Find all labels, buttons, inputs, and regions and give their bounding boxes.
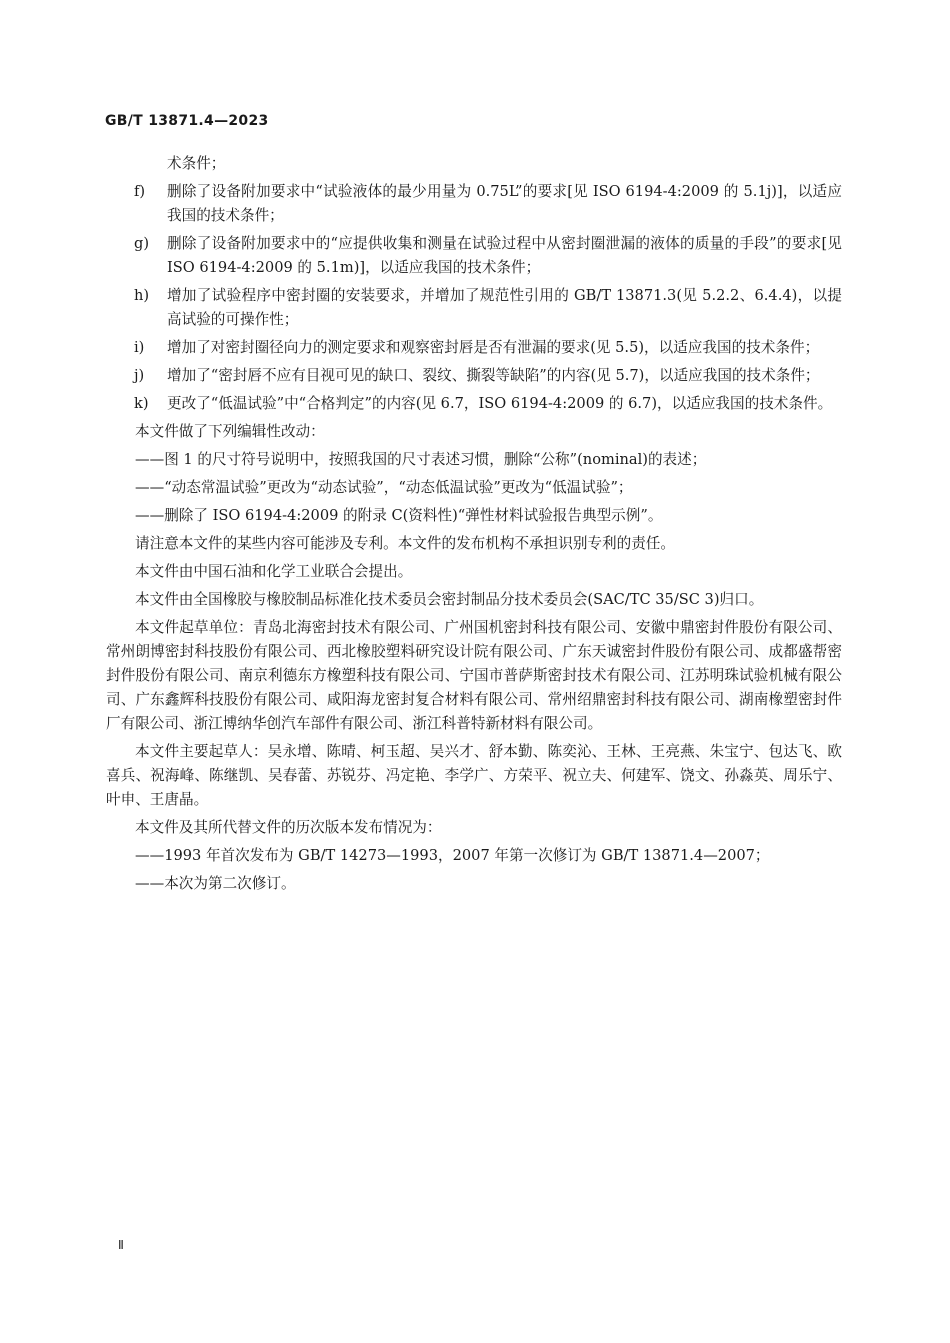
centralized-by: 本文件由全国橡胶与橡胶制品标准化技术委员会密封制品分技术委员会(SAC/TC 35/SC 3)归口。: [135, 591, 764, 608]
editorial-item: ——图 1 的尺寸符号说明中，按照我国的尺寸表述习惯，删除“公称”(nominal)的表述；: [135, 451, 707, 468]
drafting-units: 本文件起草单位：青岛北海密封技术有限公司、广州国机密封科技有限公司、安徽中鼎密封件股份有限公司、常州朗博密封科技股份有限公司、西北橡胶塑料研究设计院有限公司、广东天诚密封件股份有限公司、成都盛帮密封件股份有限公司、南京利德东方橡塑科技有限公司、宁国市普萨斯密封技术有限公司、江苏明珠试验机械有限公司、广东鑫辉科技股份有限公司、咸阳海龙密封复合材料有限公司、常州绍鼎密封科技有限公司、湖南橡塑密封件厂有限公司、浙江博纳华创汽车部件有限公司、浙江科普特新材料有限公司。: [106, 619, 842, 732]
list-item-k: [106, 392, 842, 416]
list-item-label: h): [134, 287, 150, 304]
foreword-content: [106, 152, 842, 900]
list-item-text: 删除了设备附加要求中“试验液体的最少用量为 0.75L”的要求[见 ISO 6194-4:2009 的 5.1j)]，以适应我国的技术条件；: [167, 183, 842, 224]
list-item-text: 增加了试验程序中密封圈的安装要求，并增加了规范性引用的 GB/T 13871.3(见 5.2.2、6.4.4)，以提高试验的可操作性；: [167, 287, 842, 328]
list-item-label: j): [134, 367, 145, 384]
standard-number-header: GB/T 13871.4—2023: [105, 113, 269, 129]
main-drafters: 本文件主要起草人：吴永增、陈晴、柯玉超、吴兴才、舒本勤、陈奕沁、王林、王亮燕、朱宝宁、包达飞、欧喜兵、祝海峰、陈继凯、吴春蕾、苏锐芬、冯定艳、李学广、方荣平、祝立夫、何建军、饶文、孙淼英、周乐宁、叶申、王唐晶。: [106, 743, 842, 808]
list-item-f: [106, 180, 842, 228]
history-intro: 本文件及其所代替文件的历次版本发布情况为：: [135, 819, 442, 836]
list-item-text: 删除了设备附加要求中的“应提供收集和测量在试验过程中从密封圈泄漏的液体的质量的手段”的要求[见 ISO 6194-4:2009 的 5.1m)]，以适应我国的技术条件；: [167, 235, 842, 276]
list-item-text: 增加了“密封唇不应有目视可见的缺口、裂纹、撕裂等缺陷”的内容(见 5.7)，以适应我国的技术条件；: [167, 367, 820, 384]
proposed-by: 本文件由中国石油和化学工业联合会提出。: [135, 563, 413, 580]
patent-notice: 请注意本文件的某些内容可能涉及专利。本文件的发布机构不承担识别专利的责任。: [135, 535, 675, 552]
list-item-label: f): [134, 183, 146, 200]
list-item-label: g): [134, 235, 150, 252]
editorial-intro: 本文件做了下列编辑性改动：: [135, 423, 325, 440]
continuation-text: 术条件；: [167, 155, 226, 172]
list-item-text: 增加了对密封圈径向力的测定要求和观察密封唇是否有泄漏的要求(见 5.5)，以适应我国的技术条件；: [167, 339, 820, 356]
list-item-j: [106, 364, 842, 388]
editorial-item: ——删除了 ISO 6194-4:2009 的附录 C(资料性)“弹性材料试验报告典型示例”。: [135, 507, 663, 524]
list-item-g: [106, 232, 842, 280]
list-item-i: [106, 336, 842, 360]
list-item-label: k): [134, 395, 149, 412]
list-item-h: [106, 284, 842, 332]
list-item-text: 更改了“低温试验”中“合格判定”的内容(见 6.7，ISO 6194-4:2009 的 6.7)，以适应我国的技术条件。: [167, 395, 833, 412]
history-item: ——本次为第二次修订。: [135, 875, 296, 892]
history-item: ——1993 年首次发布为 GB/T 14273—1993，2007 年第一次修订为 GB/T 13871.4—2007；: [135, 847, 770, 864]
list-item-label: i): [134, 339, 145, 356]
page-number: Ⅱ: [118, 1238, 124, 1252]
editorial-item: ——“动态常温试验”更改为“动态试验”，“动态低温试验”更改为“低温试验”；: [135, 479, 633, 496]
